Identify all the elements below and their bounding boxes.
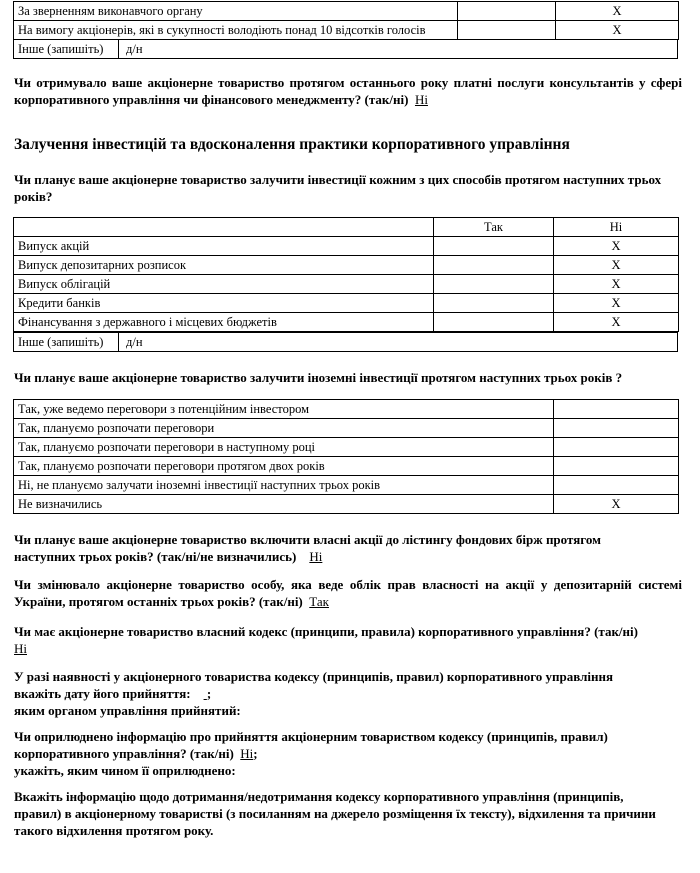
question-consultants: Чи отримувало ваше акціонерне товариство протягом останнього року платні послуги консультантів у сфері корпоративного управління чи фінансового менеджменту? (так/ні) Ні (14, 75, 682, 107)
cell-mark (458, 2, 556, 21)
question-compliance: Вкажіть інформацію щодо дотримання/недотримання кодексу корпоративного управління (принципів, правил) в акціонерному товаристві (з посиланням на джерело розміщення їх тексту), відхилення та причини такого відхилення протягом року. (14, 789, 656, 838)
other-label: Інше (запишіть) (18, 335, 104, 349)
table-row (14, 495, 679, 514)
other-label: Інше (запишіть) (18, 42, 104, 56)
cell-mark: X (554, 495, 679, 514)
header-cell (14, 218, 434, 237)
other-row (13, 39, 678, 59)
cell-yes (434, 275, 554, 294)
cell-no: X (554, 275, 679, 294)
table-header-row (14, 218, 679, 237)
question-code: Чи має акціонерне товариство власний кодекс (принципи, правила) корпоративного управління? (так/ні) Ні (14, 624, 638, 656)
question-listing: Чи планує ваше акціонерне товариство включити власні акції до лістингу фондових бірж протягом наступних трьох років? (так/ні/не визначились) Ні (14, 532, 601, 564)
header-yes: Так (434, 218, 554, 237)
answer-listing: Ні (309, 549, 323, 564)
row-label: Випуск депозитарних розписок (14, 256, 434, 275)
cell-no: X (554, 313, 679, 332)
row-label: Не визначились (14, 495, 554, 514)
question-invest: Чи планує ваше акціонерне товариство залучити інвестиції кожним з цих способів протягом наступних трьох років? (14, 172, 662, 204)
table-row (14, 476, 679, 495)
question-registrar: Чи змінювало акціонерне товариство особу, яка веде облік прав власності на акції у депозитарній системі України, протягом останніх трьох років? (так/ні) Так (14, 577, 682, 609)
table-row (14, 275, 679, 294)
row-label: Випуск облігацій (14, 275, 434, 294)
other-value: д/н (126, 335, 143, 349)
cell-yes (434, 256, 554, 275)
cell-yes (434, 313, 554, 332)
table-row (14, 2, 679, 21)
row-label: Так, уже ведемо переговори з потенційним інвестором (14, 400, 554, 419)
row-label: Так, плануємо розпочати переговори протягом двох років (14, 457, 554, 476)
table-row (14, 400, 679, 419)
table-row (14, 438, 679, 457)
row-label: Фінансування з державного і місцевих бюджетів (14, 313, 434, 332)
cell-no: X (554, 256, 679, 275)
row-label: За зверненням виконавчого органу (14, 2, 458, 21)
row-label: Ні, не плануємо залучати іноземні інвестиції наступних трьох років (14, 476, 554, 495)
cell-no: X (554, 294, 679, 313)
cell-mark: X (556, 2, 679, 21)
answer-code: Ні (14, 641, 27, 656)
header-no: Ні (554, 218, 679, 237)
table-invest-methods (13, 217, 679, 332)
question-code-date: У разі наявності у акціонерного товариства кодексу (принципів, правил) корпоративного управління вкажіть дату його прийняття: ; яким органом управління прийнятий: (14, 669, 614, 718)
table-row (14, 256, 679, 275)
cell-mark (554, 400, 679, 419)
other-row (13, 332, 678, 352)
answer-consultants: Ні (414, 92, 428, 107)
table-row (14, 457, 679, 476)
question-code-publish: Чи оприлюднено інформацію про прийняття акціонерним товариством кодексу (принципів, правил) корпоративного управління? (так/ні) Ні; укажіть, яким чином її оприлюднено: (14, 729, 608, 778)
table-row (14, 419, 679, 438)
section-title: Залучення інвестицій та вдосконалення практики корпоративного управління (14, 136, 570, 153)
row-label: Випуск акцій (14, 237, 434, 256)
cell-mark (554, 457, 679, 476)
answer-registrar: Так (309, 594, 329, 609)
table-meeting-initiators (13, 1, 679, 40)
question-foreign-invest: Чи планує ваше акціонерне товариство залучити іноземні інвестиції протягом наступних трьох років ? (14, 370, 623, 385)
other-value: д/н (126, 42, 143, 56)
table-row (14, 237, 679, 256)
cell-mark (554, 476, 679, 495)
row-label: На вимогу акціонерів, які в сукупності володіють понад 10 відсотків голосів (14, 21, 458, 40)
cell-mark (554, 438, 679, 457)
row-label: Так, плануємо розпочати переговори (14, 419, 554, 438)
cell-mark (458, 21, 556, 40)
cell-yes (434, 237, 554, 256)
table-row (14, 294, 679, 313)
cell-mark (554, 419, 679, 438)
table-row (14, 21, 679, 40)
table-foreign-invest (13, 399, 679, 514)
table-row (14, 313, 679, 332)
cell-yes (434, 294, 554, 313)
answer-code-publish: Ні (240, 746, 254, 761)
cell-no: X (554, 237, 679, 256)
row-label: Так, плануємо розпочати переговори в наступному році (14, 438, 554, 457)
row-label: Кредити банків (14, 294, 434, 313)
cell-mark: X (556, 21, 679, 40)
